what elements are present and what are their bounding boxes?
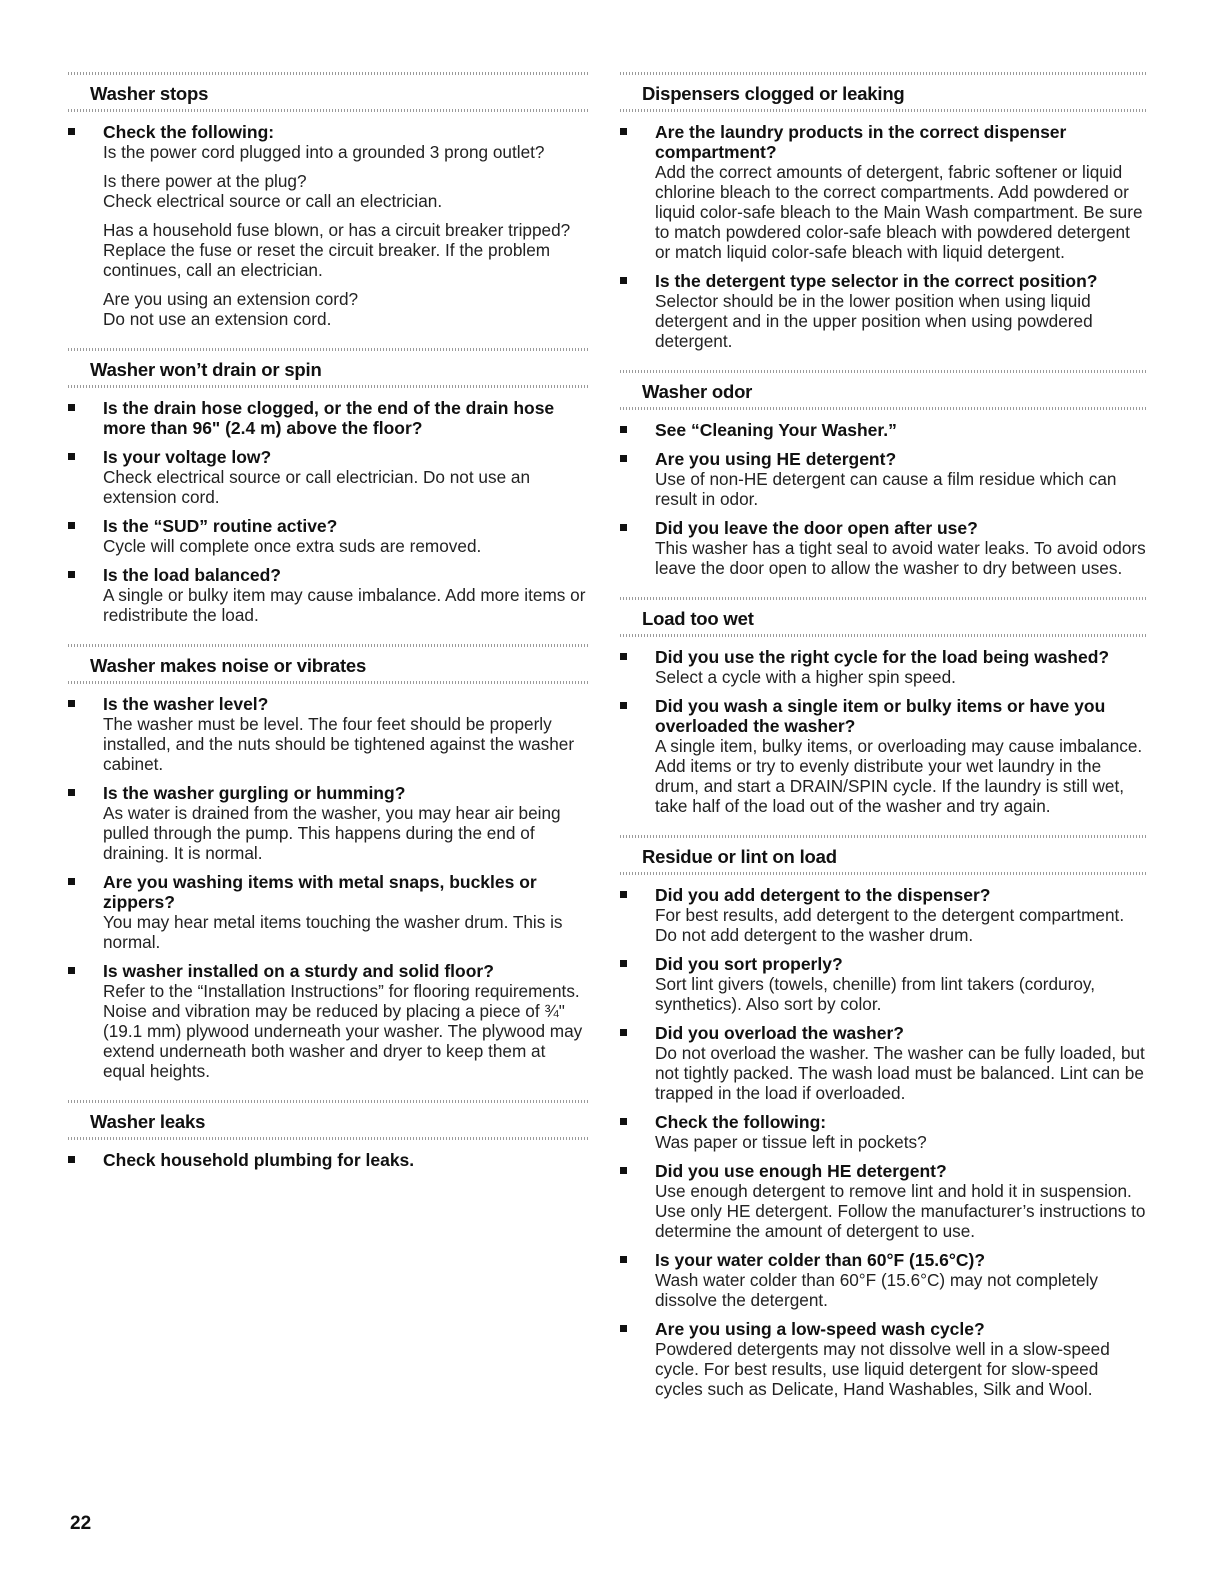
list-item: [620, 122, 1148, 262]
item-answer: Do not overload the washer. The washer can be fully loaded, but not tightly packed. The wash load must be balanced. Lint can be trapped in the load if overloaded.: [655, 1043, 1145, 1103]
item-question: Is the “SUD” routine active?: [103, 516, 338, 536]
section-washer-leaks: [68, 1100, 590, 1183]
list-item: [68, 447, 590, 507]
square-bullet-icon: [68, 1156, 75, 1163]
item-question: Are the laundry products in the correct dispenser compartment?: [655, 122, 1067, 162]
list-item: [68, 1150, 590, 1170]
left-column: [68, 72, 590, 1189]
item-question: Are you washing items with metal snaps, buckles or zippers?: [103, 872, 537, 912]
item-question: Did you overload the washer?: [655, 1023, 904, 1043]
item-question: Did you add detergent to the dispenser?: [655, 885, 991, 905]
square-bullet-icon: [68, 700, 75, 707]
list-item: [620, 1112, 1148, 1152]
list-item: [620, 1023, 1148, 1103]
item-question: Did you leave the door open after use?: [655, 518, 978, 538]
list-item: [620, 1319, 1148, 1399]
item-answer: Are you using an extension cord? Do not use an extension cord.: [103, 289, 359, 329]
square-bullet-icon: [68, 522, 75, 529]
square-bullet-icon: [620, 653, 627, 660]
item-question: Is your water colder than 60°F (15.6°C)?: [655, 1250, 986, 1270]
section-title: Washer makes noise or vibrates: [90, 655, 367, 676]
section-header: [620, 370, 1148, 410]
square-bullet-icon: [620, 1325, 627, 1332]
item-answer: Check electrical source or call electrician. Do not use an extension cord.: [103, 467, 531, 507]
list-item: [68, 872, 590, 952]
item-question: Is the load balanced?: [103, 565, 281, 585]
list-item: [68, 783, 590, 863]
section-residue-or-lint-on-load: [620, 835, 1148, 1412]
item-answer: Powdered detergents may not dissolve well in a slow-speed cycle. For best results, use liquid detergent for slow-speed cycles such as Delicate, Hand Washables, Silk and Wool.: [655, 1339, 1110, 1399]
section-washer-stops: [68, 72, 590, 342]
list-item: [68, 516, 590, 556]
list-item: [68, 398, 590, 438]
list-item: [620, 449, 1148, 509]
section-washer-odor: [620, 370, 1148, 591]
list-item: [68, 122, 590, 329]
section-title: Load too wet: [642, 608, 754, 629]
item-question: See “Cleaning Your Washer.”: [655, 420, 897, 440]
section-header: [68, 348, 590, 388]
section-title: Washer leaks: [90, 1111, 206, 1132]
list-item: [620, 420, 1148, 440]
square-bullet-icon: [620, 426, 627, 433]
item-answer: A single item, bulky items, or overloading may cause imbalance. Add items or try to evenly distribute your wet laundry in the drum, and start a DRAIN/SPIN cycle. If the laundry is still wet, take half of the load out of the washer and try again.: [655, 736, 1143, 816]
item-answer: Add the correct amounts of detergent, fabric softener or liquid chlorine bleach to the correct compartments. Add powdered or liquid color-safe bleach to the Main Wash compartment. Be sure to match powdered color-safe bleach with powdered detergent or match liquid color-safe bleach with liquid detergent.: [655, 162, 1143, 262]
square-bullet-icon: [620, 455, 627, 462]
item-answer: Cycle will complete once extra suds are removed.: [103, 536, 482, 556]
item-question: Did you wash a single item or bulky items or have you overloaded the washer?: [655, 696, 1106, 736]
list-item: [620, 954, 1148, 1014]
item-question: Is your voltage low?: [103, 447, 272, 467]
item-list: [620, 637, 1148, 829]
section-title: Washer won’t drain or spin: [90, 359, 322, 380]
item-answer: For best results, add detergent to the detergent compartment. Do not add detergent to the washer drum.: [655, 905, 1125, 945]
square-bullet-icon: [620, 277, 627, 284]
list-item: [620, 1161, 1148, 1241]
square-bullet-icon: [620, 891, 627, 898]
section-header: [620, 72, 1148, 112]
list-item: [620, 271, 1148, 351]
item-answer: Sort lint givers (towels, chenille) from lint takers (corduroy, synthetics). Also sort by color.: [655, 974, 1096, 1014]
list-item: [620, 647, 1148, 687]
item-question: Are you using a low-speed wash cycle?: [655, 1319, 985, 1339]
square-bullet-icon: [68, 571, 75, 578]
item-question: Check the following:: [655, 1112, 827, 1132]
item-question: Are you using HE detergent?: [655, 449, 897, 469]
square-bullet-icon: [68, 967, 75, 974]
item-answer: Is there power at the plug? Check electrical source or call an electrician.: [103, 171, 443, 211]
list-item: [620, 696, 1148, 816]
square-bullet-icon: [620, 1167, 627, 1174]
list-item: [68, 565, 590, 625]
item-list: [68, 112, 590, 342]
section-header: [68, 644, 590, 684]
section-washer-makes-noise-or-vibrates: [68, 644, 590, 1094]
item-list: [620, 410, 1148, 591]
square-bullet-icon: [620, 524, 627, 531]
square-bullet-icon: [620, 1118, 627, 1125]
item-question: Is washer installed on a sturdy and solid floor?: [103, 961, 494, 981]
item-answer: Use of non-HE detergent can cause a film residue which can result in odor.: [655, 469, 1117, 509]
item-question: Did you sort properly?: [655, 954, 843, 974]
item-question: Did you use enough HE detergent?: [655, 1161, 947, 1181]
list-item: [68, 961, 590, 1081]
item-answer: Was paper or tissue left in pockets?: [655, 1132, 927, 1152]
item-answer: The washer must be level. The four feet should be properly installed, and the nuts should be tightened against the washer cabinet.: [103, 714, 575, 774]
item-list: [68, 684, 590, 1094]
item-list: [68, 388, 590, 638]
section-title: Residue or lint on load: [642, 846, 837, 867]
square-bullet-icon: [620, 960, 627, 967]
item-question: Is the washer level?: [103, 694, 269, 714]
section-title: Washer stops: [90, 83, 209, 104]
square-bullet-icon: [68, 789, 75, 796]
section-load-too-wet: [620, 597, 1148, 829]
item-answer: Selector should be in the lower position when using liquid detergent and in the upper position when using powdered detergent.: [655, 291, 1093, 351]
section-title: Dispensers clogged or leaking: [642, 83, 905, 104]
item-answer: Refer to the “Installation Instructions” for flooring requirements. Noise and vibration may be reduced by placing a piece of ¾" (19.1 mm) plywood underneath your washer. The plywood may extend underneath both washer and dryer to keep them at equal heights.: [103, 981, 583, 1081]
square-bullet-icon: [620, 1256, 627, 1263]
section-title: Washer odor: [642, 381, 753, 402]
section-header: [620, 597, 1148, 637]
item-answer: A single or bulky item may cause imbalance. Add more items or redistribute the load.: [103, 585, 586, 625]
item-answer: Use enough detergent to remove lint and hold it in suspension. Use only HE detergent. Follow the manufacturer’s instructions to determine the amount of detergent to use.: [655, 1181, 1146, 1241]
square-bullet-icon: [620, 1029, 627, 1036]
square-bullet-icon: [620, 128, 627, 135]
section-header: [620, 835, 1148, 875]
section-header: [68, 72, 590, 112]
item-question: Check the following:: [103, 122, 275, 142]
item-list: [620, 875, 1148, 1412]
square-bullet-icon: [68, 128, 75, 135]
item-list: [620, 112, 1148, 364]
page-number: 22: [70, 1513, 92, 1534]
item-question: Is the washer gurgling or humming?: [103, 783, 406, 803]
section-header: [68, 1100, 590, 1140]
item-answer: You may hear metal items touching the washer drum. This is normal.: [103, 912, 563, 952]
item-question: Is the drain hose clogged, or the end of the drain hose more than 96" (2.4 m) above the floor?: [103, 398, 555, 438]
square-bullet-icon: [68, 878, 75, 885]
list-item: [68, 694, 590, 774]
square-bullet-icon: [68, 404, 75, 411]
list-item: [620, 1250, 1148, 1310]
item-answer: Has a household fuse blown, or has a circuit breaker tripped? Replace the fuse or reset the circuit breaker. If the problem continues, call an electrician.: [103, 220, 571, 280]
list-item: [620, 885, 1148, 945]
list-item: [620, 518, 1148, 578]
right-column: [620, 72, 1148, 1418]
section-dispensers-clogged-or-leaking: [620, 72, 1148, 364]
item-question: Did you use the right cycle for the load being washed?: [655, 647, 1110, 667]
item-list: [68, 1140, 590, 1183]
item-answer: Is the power cord plugged into a grounded 3 prong outlet?: [103, 142, 545, 162]
item-question: Is the detergent type selector in the correct position?: [655, 271, 1098, 291]
item-question: Check household plumbing for leaks.: [103, 1150, 415, 1170]
square-bullet-icon: [68, 453, 75, 460]
item-answer: As water is drained from the washer, you may hear air being pulled through the pump. This happens during the end of draining. It is normal.: [103, 803, 561, 863]
item-answer: This washer has a tight seal to avoid water leaks. To avoid odors leave the door open to allow the washer to dry between uses.: [655, 538, 1146, 578]
square-bullet-icon: [620, 702, 627, 709]
item-answer: Wash water colder than 60°F (15.6°C) may not completely dissolve the detergent.: [655, 1270, 1098, 1310]
section-washer-won-t-drain-or-spin: [68, 348, 590, 638]
item-answer: Select a cycle with a higher spin speed.: [655, 667, 956, 687]
